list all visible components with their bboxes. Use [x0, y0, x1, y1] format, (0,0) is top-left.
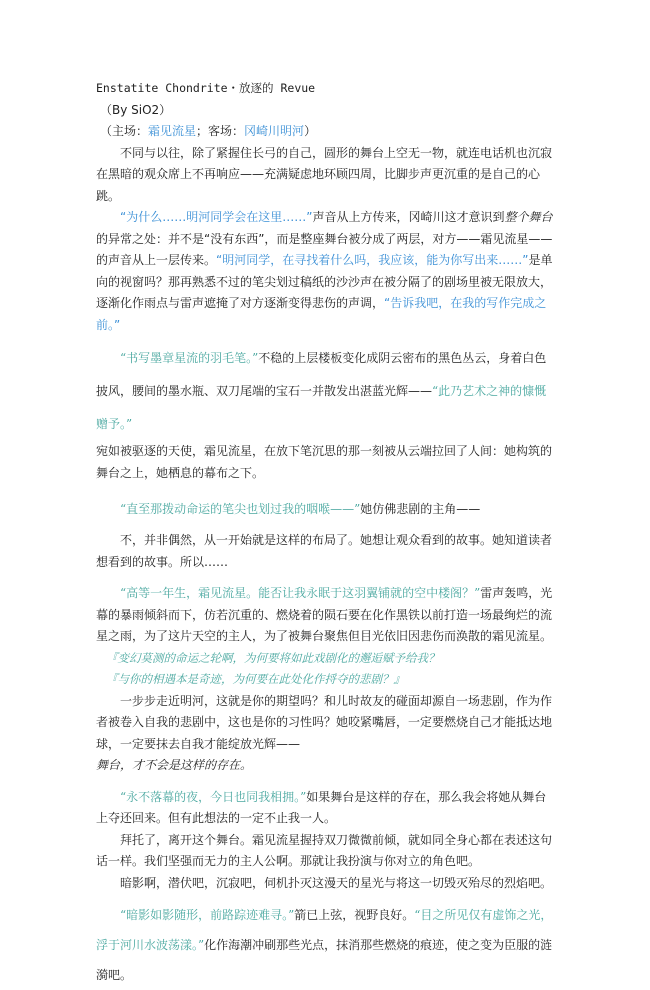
p4-text: 她仿佛悲剧的主角——: [360, 502, 481, 516]
p12-text-1: 箭已上弦，视野良好。: [294, 908, 415, 922]
paragraph-8: 舞台，才不会是这样的存在。: [96, 758, 253, 772]
p2-text-1: 声音从上方传来，冈崎川这才意识到: [312, 210, 505, 224]
paragraph-6: [96, 583, 556, 648]
p2-emphasis: 整个舞台: [504, 210, 553, 224]
p12-quote-2: “目之所见仅有虚饰之光，浮于河川水波荡漾。”: [96, 908, 553, 952]
p3-quote-2: “此乃艺术之神的慷慨赠予。”: [96, 384, 547, 431]
home-role: 霜见流星: [148, 124, 197, 138]
paragraph-1: 不同与以往，除了紧握住长弓的自己，圆形的舞台上空无一物，就连电话机也沉寂在黑暗的观众席上不再响应——充满疑虑地环顾四周，比脚步声更沉重的是自己的心跳。: [96, 145, 553, 203]
p12-quote-1: “暗影如影随形，前路踪迹难寻。”: [120, 908, 295, 922]
p2-quote-2: “明河同学，在寻找着什么吗，我应该，能为你写出来……”: [216, 253, 529, 267]
p2-text-3: 是单向的视窗吗？那再熟悉不过的笔尖划过稿纸的沙沙声在被分隔了的剧场里被无限放大，逐渐化作雨点与雷声遮掩了对方逐渐变得悲伤的声调，: [96, 253, 553, 310]
paragraph-10: 拜托了，离开这个舞台。霜见流星握持双刀微微前倾，就如同全身心都在表述这句话一样。我们坚强而无力的主人公啊。那就让我扮演与你对立的角色吧。: [96, 832, 553, 868]
paragraph-12: [96, 900, 556, 990]
roles-prefix: （主场：: [100, 124, 149, 138]
p3-text-1: 不稳的上层楼板变化成阴云密布的黑色丛云，身着白色披风，腰间的墨水瓶、双刀尾端的宝石一并散发出湛蓝光辉——: [96, 351, 547, 398]
p2-text-2: 的异常之处：并不是“没有东西”，而是整座舞台被分成了两层，对方——霜见流星——的声音从上一层传来。: [96, 231, 553, 267]
p4-quote: “直至那拨动命运的笔尖也划过我的咽喉——”: [120, 502, 361, 516]
paragraph-2: [96, 207, 556, 336]
document-body: [96, 78, 556, 990]
paragraph-5: 不，并非偶然，从一开始就是这样的布局了。她想让观众看到的故事。她知道读者想看到的故事。所以……: [96, 533, 553, 569]
poem-line-1: 『变幻莫测的命运之轮啊，为何要将如此戏剧化的邂逅赋予给我？: [106, 650, 440, 665]
away-role: 冈崎川明河: [244, 124, 305, 138]
p2-quote-3: “告诉我吧，在我的写作完成之前。”: [96, 296, 547, 332]
poem-line-2: 『与你的相遇本是奇迹，为何要在此处化作捋夺的悲剧？』: [106, 672, 405, 686]
p2-quote-1: “为什么……明河同学会在这里……”: [120, 210, 313, 224]
paragraph-9: [96, 787, 556, 830]
p6-quote: “高等一年生，霜见流星。能否让我永眠于这羽翼铺就的空中楼阁？”: [120, 586, 481, 600]
paragraph-11: 暗影啊，潜伏吧，沉寂吧，伺机扑灭这漫天的星光与将这一切毁灭殆尽的烈焰吧。: [120, 875, 553, 890]
roles-mid: ；客场：: [196, 124, 245, 138]
paragraph-7: 一步步走近明河，这就是你的期望吗？和儿时故友的碰面却源自一场悲剧，作为作者被卷入自我的悲剧中，这也是你的习性吗？她咬紧嘴唇，一定要燃烧自己才能抵达地球，一定要抹去自我才能绽放光辉——: [96, 693, 553, 751]
doc-title: Enstatite Chondrite・放逐的 Revue: [96, 81, 316, 95]
paragraph-4: [96, 494, 556, 524]
doc-roles: [96, 121, 556, 143]
paragraph-3b: 宛如被驱逐的天使，霜见流星，在放下笔沉思的那一刻被从云端拉回了人间：她构筑的舞台之上，她栖息的幕布之下。: [96, 444, 553, 480]
paragraph-3: [96, 342, 556, 441]
p6-text: 雷声轰鸣，光幕的暴雨倾斜而下，仿若沉重的、燃烧着的陨石要在化作黑铁以前打造一场最绚烂的流星之雨，为了这片天空的主人，为了被舞台聚焦但目光依旧因悲伤而涣散的霜见流星。: [96, 586, 553, 643]
p9-quote: “永不落幕的夜，今日也同我相拥。”: [120, 789, 307, 804]
roles-suffix: ）: [304, 124, 317, 138]
p3-quote-1: “书写墨章星流的羽毛笔。”: [120, 351, 259, 365]
p9-text: 如果舞台是这样的存在，那么我会将她从舞台上夺还回来。但有此想法的一定不止我一人。: [96, 789, 547, 825]
doc-author: （By SiO2）: [100, 102, 172, 117]
p12-text-2: 化作海潮冲刷那些光点，抹消那些燃烧的痕迹，使之变为臣服的涟漪吧。: [96, 938, 553, 982]
